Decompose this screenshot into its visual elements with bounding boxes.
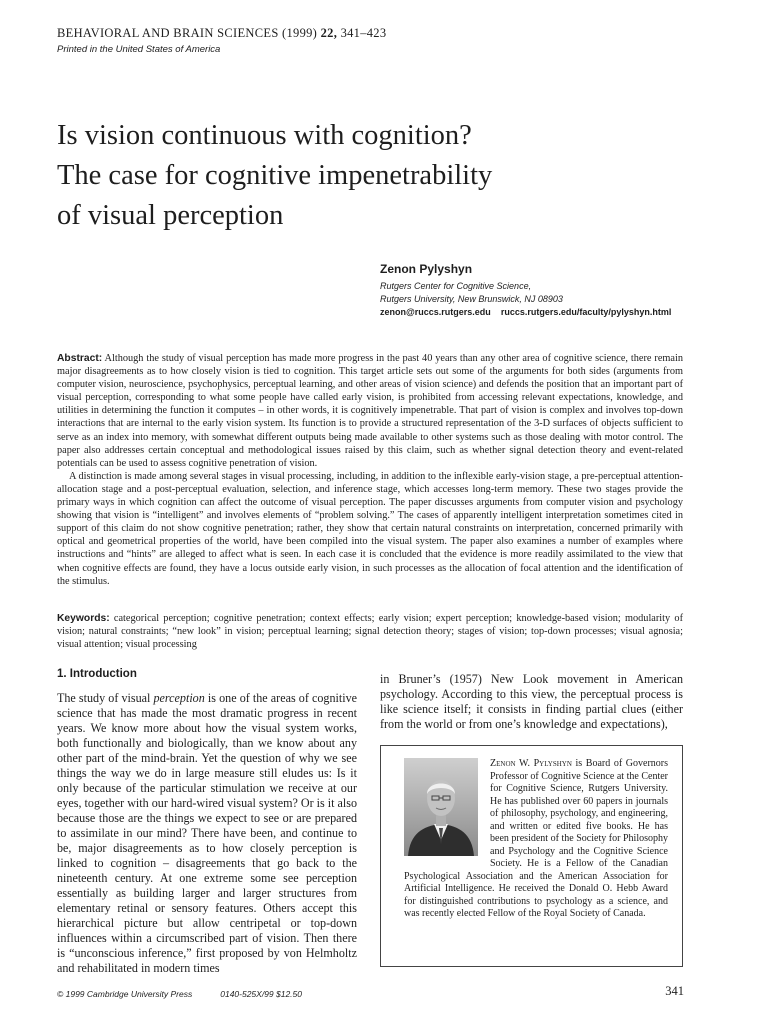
author-bio-box	[380, 745, 683, 967]
title-line-2: The case for cognitive impenetrability	[57, 160, 493, 191]
title-line-3: of visual perception	[57, 200, 284, 231]
footer	[57, 989, 302, 999]
abstract-paragraph-2: A distinction is made among several stages in visual processing, including, in addition to the inflexible early-vision stage, a pre-perceptual attention-allocation stage and a post-perceptual evaluation, selection, and inference stage, which accesses long-term memory. These two stages provide the primary ways in which cognition can affect the outcome of visual perception. The paper discusses arguments from computer vision and psychology showing that vision is “intelligent” and involves elements of “problem solving.” The cases of apparently intelligent interpretation sometimes cited in support of this claim do not show cognitive penetration; rather, they show that certain natural constraints on interpretation, concerned primarily with optical and geometrical properties of the world, have been compiled into the visual system. The paper also examines a number of examples where instructions and “hints” are alleged to affect what is seen. In each case it is concluded that the evidence is more readily assimilated to the view that when cognitive effects are found, they have a locus outside early vision, in such processes as the allocation of focal attention and the identification of the stimulus.	[57, 470, 683, 587]
article-title	[57, 116, 697, 236]
author-photo	[404, 758, 478, 856]
journal-year: (1999)	[282, 26, 318, 40]
author-email[interactable]: zenon@ruccs.rutgers.edu	[380, 307, 491, 317]
abstract	[57, 352, 683, 588]
keywords	[57, 612, 683, 651]
author-contact	[380, 306, 720, 319]
journal-name: BEHAVIORAL AND BRAIN SCIENCES	[57, 26, 279, 40]
journal-volume: 22,	[320, 26, 338, 40]
author-name: Zenon Pylyshyn	[380, 262, 473, 276]
journal-citation	[57, 26, 386, 41]
section-heading: 1. Introduction	[57, 668, 137, 680]
title-line-1: Is vision continuous with cognition?	[57, 120, 472, 151]
abstract-paragraph-1	[57, 352, 683, 470]
bio-author-name: Zenon W. Pylyshyn	[490, 758, 572, 769]
printed-in-note: Printed in the United States of America	[57, 44, 221, 55]
emphasized-word: perception	[153, 691, 205, 705]
keywords-text: categorical perception; cognitive penetration; context effects; early vision; expert perception; knowledge-based vision; modularity of vision; natural constraints; “new look” in vision; perceptual learning; signal detection theory; stages of vision; top-down processes; visual agnosia; visual attention; visual processing	[57, 613, 683, 651]
author-url[interactable]: ruccs.rutgers.edu/faculty/pylyshyn.html	[500, 307, 672, 317]
abstract-label: Abstract:	[57, 353, 103, 364]
intro-text-continued: is one of the areas of cognitive science that has made the most dramatic progress in recent years. We know more about how the visual system works, both functionally and biologically, than we know about any other part of the mind-brain. Yet the question of why we see things the way we do in large measure still eludes us: Is it only because of the particular stimulation we receive at our eyes, together with our hard-wired visual system? Or is it also because those are the things we expect to see or are prepared to assimilate in our mind? There have been, and continue to be, major disagreements as to how closely perception is linked to cognition – disagreements that go back to the nineteenth century. At one extreme some see perception essentially as building larger and larger structures from elementary retinal or sensory features. Others accept this hierarchical picture but allow centripetal or top-down influences within a circumscribed part of vision. Then there is “unconscious inference,” first proposed by von Helmholtz and rehabilitated in modern times	[57, 691, 357, 975]
bio-text: is Board of Governors Professor of Cognitive Science at the Center for Cognitive Science, Rutgers University. He has published over 60 papers in journals of philosophy, psychology, and engineering, and written or edited five books. He has been president of the Society for Philosophy and Psychology and the Cognitive Science Society. He is a Fellow of the Canadian Psychological Association and the American Association for Artificial Intelligence. He received the Donald O. Hebb Award for distinguished contributions to psychology as a science, and was recently elected Fellow of the Royal Society of Canada.	[404, 758, 668, 919]
abstract-text-1: Although the study of visual perception has made more progress in the past 40 years than any other area of cognitive science, there remain major disagreements as to how closely vision is tied to cognition. This target article sets out some of the arguments for both sides (arguments from computer vision, neuroscience, psychophysics, perceptual learning, and other areas of vision science) and defends the position that an important part of visual perception, corresponding to what some people have called early vision, is prohibited from accessing relevant expectations, knowledge, and utilities in determining the function it computes – in other words, it is cognitively impenetrable. That part of vision is complex and involves top-down interactions that are internal to the early vision system. Its function is to provide a structured representation of the 3-D surfaces of objects sufficient to serve as an index into memory, with somewhat different outputs being made available to other systems such as those dealing with motor control. The paper also addresses certain conceptual and methodological issues raised by this claim, such as whether signal detection theory and event-related potentials can be used to assess cognitive penetration of vision.	[57, 353, 683, 469]
author-affiliation-1: Rutgers Center for Cognitive Science,	[380, 281, 532, 291]
journal-pages: 341–423	[340, 26, 387, 40]
author-affiliation-2: Rutgers University, New Brunswick, NJ 08903	[380, 294, 563, 304]
author-block	[380, 262, 720, 319]
keywords-label: Keywords:	[57, 613, 110, 624]
body-column-left	[57, 691, 357, 976]
issn-price: 0140-525X/99 $12.50	[220, 989, 303, 999]
copyright-notice: © 1999 Cambridge University Press	[57, 989, 193, 999]
page-number: 341	[665, 984, 684, 998]
intro-text-start: The study of visual	[57, 691, 154, 705]
body-column-right: in Bruner’s (1957) New Look movement in American psychology. According to this view, the perceptual process is like science itself; it consists in finding partial clues (either from the world or from one’s knowledge and expectations),	[380, 672, 683, 731]
